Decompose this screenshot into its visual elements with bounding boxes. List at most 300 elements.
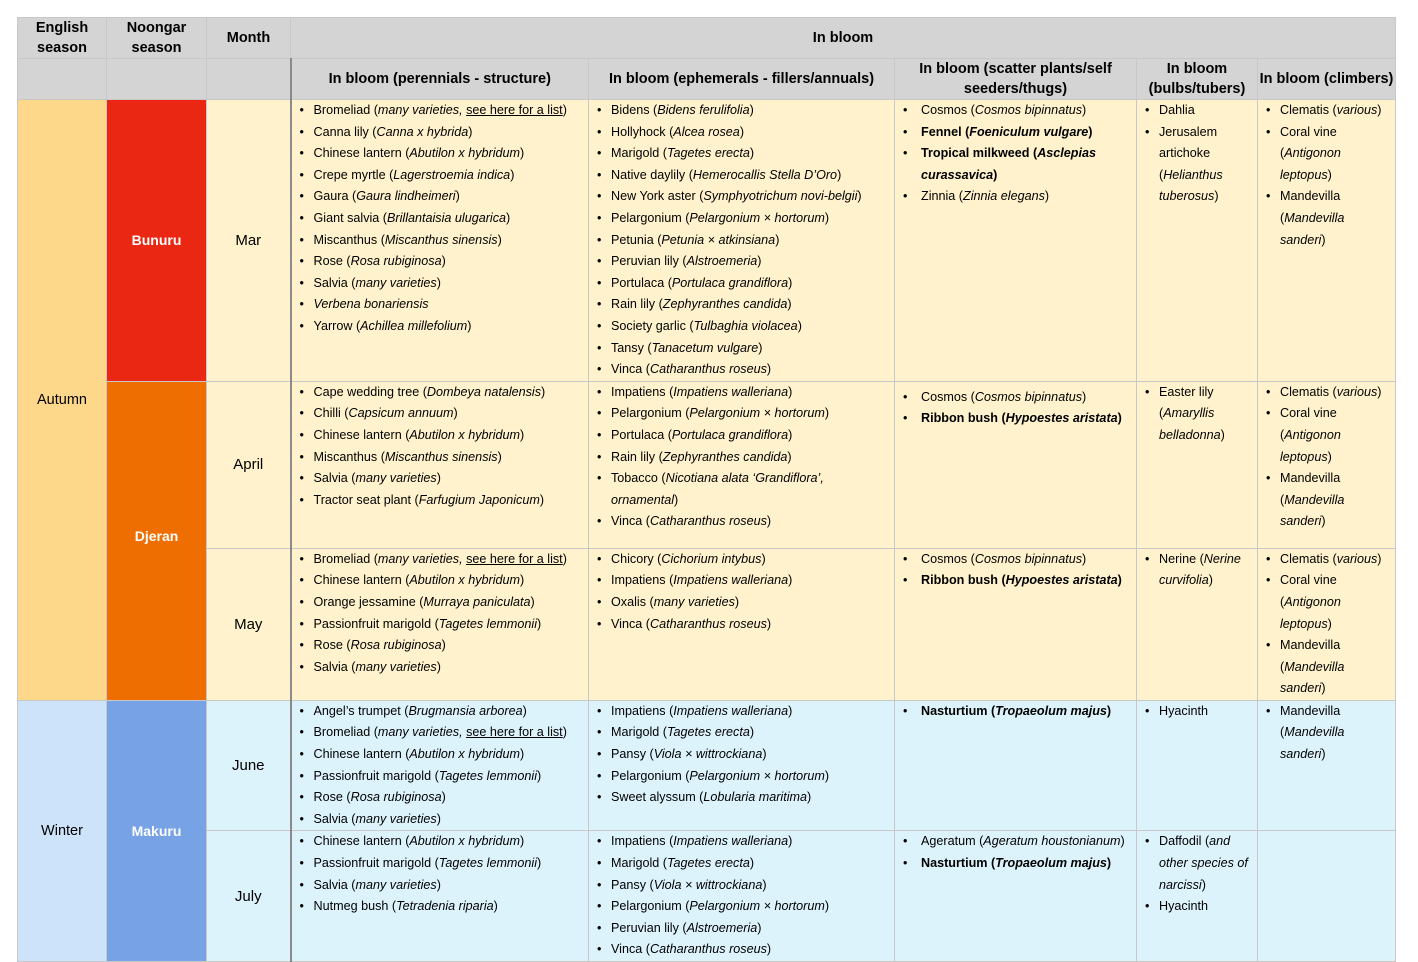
plant-botanical-name: Catharanthus roseus — [649, 942, 767, 957]
plant-common-name: Sweet alyssum ( — [611, 790, 704, 805]
plant-close-paren: ) — [436, 275, 441, 290]
plant-item — [1266, 100, 1391, 122]
plant-common-name: Vinca ( — [611, 942, 650, 957]
plant-close-paren: ) — [788, 703, 793, 718]
plant-common-name: Jerusalem artichoke ( — [1159, 124, 1218, 182]
plant-common-name: Coral vine ( — [1280, 124, 1337, 161]
plant-common-name: Pelargonium ( — [611, 406, 690, 421]
plant-item — [597, 570, 890, 592]
plant-botanical-name: Viola × wittrockiana — [653, 747, 763, 762]
plant-item — [300, 490, 585, 512]
plant-item — [300, 853, 585, 875]
plant-botanical-name: Impatiens walleriana — [673, 573, 789, 588]
plant-common-name: Canna lily ( — [313, 124, 377, 139]
plant-item — [1266, 570, 1391, 635]
list-april-perennials — [292, 382, 589, 512]
plant-common-name: Vinca ( — [611, 514, 650, 529]
plant-item — [597, 251, 890, 273]
plant-item — [300, 425, 585, 447]
plant-close-paren: ) — [993, 167, 998, 182]
list-july-perennials — [292, 831, 589, 917]
plant-botanical-name: Abutilon x hybridum — [409, 834, 521, 849]
plant-botanical-name: Gaura lindheimeri — [356, 189, 456, 204]
plant-common-name: Impatiens ( — [611, 384, 674, 399]
plant-common-name: Ribbon bush ( — [921, 411, 1006, 426]
list-may-perennials — [292, 549, 589, 679]
plant-close-paren: ) — [520, 747, 525, 762]
plant-botanical-name: Mandevilla sanderi — [1280, 492, 1345, 529]
plant-item — [597, 918, 890, 940]
plant-common-name: Coral vine ( — [1280, 573, 1337, 609]
plant-item — [597, 831, 890, 853]
plant-botanical-name: Rosa rubiginosa — [350, 790, 442, 805]
plant-common-name: Nasturtium ( — [921, 703, 996, 718]
header-bulbs: In bloom (bulbs/tubers) — [1137, 59, 1258, 100]
season-autumn: Autumn — [18, 100, 107, 701]
plant-close-paren: ) — [797, 318, 802, 333]
plant-botanical-name: Tulbaghia violacea — [693, 318, 798, 333]
plant-botanical-name: many varieties — [355, 471, 437, 486]
plant-item — [1266, 122, 1391, 187]
plant-botanical-name: Ageratum houstonianum — [983, 834, 1121, 849]
plant-botanical-name: Foeniculum vulgare — [969, 124, 1089, 139]
plant-item — [300, 744, 585, 766]
plant-botanical-name: many varieties, — [377, 725, 467, 740]
plant-close-paren: ) — [1082, 389, 1087, 404]
plant-close-paren: ) — [441, 638, 446, 653]
plant-item — [597, 766, 890, 788]
plant-common-name: Passionfruit marigold ( — [313, 616, 439, 631]
plant-close-paren: ) — [757, 920, 762, 935]
plant-botanical-name: Tagetes lemmonii — [438, 768, 538, 783]
list-may-scatter — [895, 549, 1136, 592]
plant-item — [597, 511, 890, 533]
plant-item — [1266, 403, 1391, 468]
plant-item — [597, 425, 890, 447]
plant-close-paren: ) — [1377, 384, 1382, 399]
plant-common-name: Portulaca ( — [611, 275, 672, 290]
plant-botanical-name: Catharanthus roseus — [649, 514, 767, 529]
plant-item — [903, 186, 1132, 208]
plant-common-name: Rain lily ( — [611, 449, 663, 464]
month-june: June — [207, 700, 291, 831]
plant-item — [1145, 701, 1253, 723]
plant-close-paren: ) — [788, 275, 793, 290]
plant-botanical-name: Mandevilla sanderi — [1280, 659, 1345, 696]
plant-item — [1266, 549, 1391, 571]
plant-common-name: Peruvian lily ( — [611, 920, 687, 935]
plant-common-name: Nutmeg bush ( — [313, 899, 397, 914]
plant-close-paren: ) — [453, 406, 458, 421]
plant-item — [597, 230, 890, 252]
plant-common-name: Hyacinth — [1159, 899, 1208, 914]
plant-common-name: Giant salvia ( — [313, 210, 387, 225]
plant-item — [300, 468, 585, 490]
plant-common-name: Gaura ( — [313, 189, 357, 204]
plant-item — [300, 787, 585, 809]
plant-close-paren: ) — [1117, 573, 1122, 588]
plant-common-name: Hollyhock ( — [611, 124, 674, 139]
plant-item — [1145, 382, 1253, 447]
plant-botanical-name: Impatiens walleriana — [673, 834, 789, 849]
plant-item — [300, 549, 585, 571]
plant-item — [300, 143, 585, 165]
plant-botanical-name: Tropaeolum majus — [995, 856, 1107, 871]
plant-item — [903, 100, 1132, 122]
month-may: May — [207, 548, 291, 700]
plant-common-name: Marigold ( — [611, 856, 667, 871]
list-mar-climbers — [1258, 100, 1395, 251]
plant-item — [1266, 701, 1391, 766]
plant-common-name: Petunia ( — [611, 232, 662, 247]
plant-close-paren: ) — [436, 659, 441, 674]
plant-botanical-name: Catharanthus roseus — [649, 362, 767, 377]
plant-close-paren: ) — [806, 790, 812, 805]
plant-common-name: Cape wedding tree ( — [313, 384, 427, 399]
list-mar-ephemerals — [589, 100, 894, 381]
plant-botanical-name: Abutilon x hybridum — [409, 573, 521, 588]
plant-item — [597, 316, 890, 338]
plant-common-name: Cosmos ( — [921, 551, 975, 566]
plant-item — [300, 273, 585, 295]
plant-botanical-name: Petunia × atkinsiana — [661, 232, 776, 247]
noongar-bununu: Bunuru — [107, 100, 207, 382]
plant-item — [1145, 549, 1253, 592]
header-in-bloom: In bloom — [291, 18, 1396, 59]
plant-common-name: Bidens ( — [611, 103, 658, 117]
plant-close-paren: ) — [762, 747, 767, 762]
plant-item — [597, 853, 890, 875]
plant-close-paren: ) — [749, 146, 755, 161]
plant-close-paren: ) — [506, 210, 511, 225]
plant-common-name: Vinca ( — [611, 362, 650, 377]
plant-common-name: Nasturtium ( — [921, 856, 996, 871]
plant-botanical-name: various — [1336, 384, 1378, 399]
bloom-calendar — [17, 17, 1396, 962]
plant-common-name: Rose ( — [313, 638, 351, 653]
plant-botanical-name: Hemerocallis Stella D’Oro — [692, 167, 838, 182]
plant-botanical-name: Lagerstroemia indica — [393, 167, 511, 182]
plant-close-paren: ) — [734, 594, 740, 609]
plant-close-paren: ) — [1321, 232, 1326, 247]
plant-item — [597, 143, 890, 165]
plant-botanical-name: Lobularia maritima — [703, 790, 807, 805]
row-april — [18, 381, 1396, 548]
plant-common-name: Bromeliad ( — [313, 103, 378, 117]
plant-item — [1266, 468, 1391, 533]
plant-item — [597, 614, 890, 636]
row-june — [18, 700, 1396, 831]
plant-item — [300, 722, 585, 744]
plant-common-name: Cosmos ( — [921, 103, 975, 117]
plant-botanical-name: Hypoestes aristata — [1005, 573, 1118, 588]
plant-close-paren: ) — [510, 167, 515, 182]
plant-botanical-name: and other species of narcissi — [1159, 834, 1248, 892]
plant-close-paren: ) — [1321, 514, 1326, 529]
plant-common-name: Tobacco ( — [611, 471, 666, 486]
plant-item — [597, 359, 890, 381]
plant-item — [300, 316, 585, 338]
plant-close-paren: ) — [436, 471, 441, 486]
plant-item — [300, 403, 585, 425]
plant-common-name: Passionfruit marigold ( — [313, 856, 439, 871]
plant-close-paren: ) — [1201, 877, 1206, 892]
plant-item — [300, 875, 585, 897]
plant-common-name: Chinese lantern ( — [313, 573, 410, 588]
plant-botanical-name: Abutilon x hybridum — [409, 427, 521, 442]
plant-botanical-name: Nerine curvifolia — [1159, 551, 1241, 588]
list-july-scatter — [895, 831, 1136, 874]
plant-item — [300, 766, 585, 788]
plant-item — [1266, 635, 1391, 700]
plant-botanical-name: Rosa rubiginosa — [350, 254, 442, 269]
plant-close-paren: ) — [1377, 103, 1382, 117]
plant-item — [300, 592, 585, 614]
plant-common-name: Orange jessamine ( — [313, 594, 424, 609]
plant-botanical-name: Viola × wittrockiana — [653, 877, 763, 892]
plant-botanical-name: Tetradenia riparia — [396, 899, 494, 914]
plant-botanical-name: many varieties, — [377, 103, 467, 117]
plant-item — [300, 614, 585, 636]
plant-close-paren: ) — [766, 616, 772, 631]
plant-common-name: Tropical milkweed ( — [921, 146, 1038, 161]
list-mar-bulbs — [1137, 100, 1257, 208]
plant-common-name: Miscanthus ( — [313, 232, 385, 247]
plant-common-name: Coral vine ( — [1280, 406, 1337, 442]
plant-close-paren: ) — [788, 573, 793, 588]
plant-close-paren: ) — [468, 124, 473, 139]
list-july-ephemerals — [589, 831, 894, 961]
plant-item — [597, 447, 890, 469]
plant-close-paren: ) — [541, 384, 546, 399]
plant-common-name: Rose ( — [313, 254, 351, 269]
plant-item — [597, 896, 890, 918]
plant-close-paren: ) — [1327, 449, 1332, 464]
plant-common-name: Clematis ( — [1280, 103, 1337, 117]
plant-close-paren: ) — [1327, 616, 1332, 631]
plant-item — [300, 294, 585, 316]
plant-close-paren: ) — [757, 254, 762, 269]
plant-botanical-name: Impatiens walleriana — [673, 703, 789, 718]
plant-item — [300, 701, 585, 723]
plant-item — [597, 787, 890, 809]
plant-close-paren: ) — [761, 551, 766, 566]
plant-common-name: Rain lily ( — [611, 297, 663, 312]
plant-botanical-name: Impatiens walleriana — [673, 384, 789, 399]
plant-botanical-name: Portulaca grandiflora — [671, 427, 789, 442]
plant-common-name: Mandevilla ( — [1280, 189, 1341, 225]
row-july — [18, 831, 1396, 962]
plant-botanical-name: Tropaeolum majus — [995, 703, 1107, 718]
plant-common-name: Clematis ( — [1280, 551, 1337, 566]
list-may-bulbs — [1137, 549, 1257, 592]
plant-botanical-name: Miscanthus sinensis — [384, 449, 498, 464]
month-mar: Mar — [207, 100, 291, 382]
plant-item — [903, 122, 1132, 144]
plant-item — [300, 100, 585, 122]
plant-botanical-name: Catharanthus roseus — [649, 616, 767, 631]
plant-close-paren: ) — [749, 725, 755, 740]
plant-botanical-name: Tanacetum vulgare — [651, 340, 759, 355]
list-april-bulbs — [1137, 382, 1257, 447]
plant-common-name: Crepe myrtle ( — [313, 167, 394, 182]
plant-item — [300, 165, 585, 187]
plant-botanical-name: Abutilon x hybridum — [409, 146, 521, 161]
plant-close-paren: ) — [1220, 427, 1225, 442]
plant-close-paren: ) — [788, 384, 793, 399]
plant-botanical-name: Alstroemeria — [686, 920, 758, 935]
plant-botanical-name: Tagetes lemmonii — [438, 856, 538, 871]
plant-botanical-name: various — [1336, 103, 1378, 117]
plant-item — [597, 722, 890, 744]
plant-common-name: Marigold ( — [611, 146, 667, 161]
plant-botanical-name: Tagetes lemmonii — [438, 616, 538, 631]
plant-botanical-name: Antigonon leptopus — [1280, 427, 1341, 464]
plant-common-name: Mandevilla ( — [1280, 703, 1341, 740]
plant-item — [597, 338, 890, 360]
plant-item — [597, 744, 890, 766]
see-list-link[interactable]: see here for a list — [466, 725, 563, 740]
see-list-link[interactable]: see here for a list — [466, 551, 563, 566]
plant-botanical-name: Hypoestes aristata — [1005, 411, 1118, 426]
plant-close-paren: ) — [824, 406, 830, 421]
plant-botanical-name: Pelargonium × hortorum — [689, 210, 825, 225]
plant-close-paren: ) — [1214, 189, 1219, 204]
plant-item — [597, 875, 890, 897]
row-may — [18, 548, 1396, 700]
plant-common-name: New York aster ( — [611, 189, 704, 204]
plant-close-paren: ) — [749, 856, 755, 871]
row-mar — [18, 100, 1396, 382]
plant-close-paren: ) — [441, 254, 446, 269]
plant-item — [597, 208, 890, 230]
plant-botanical-name: Verbena bonariensis — [313, 297, 429, 312]
plant-close-paren: ) — [520, 834, 525, 849]
plant-common-name: Hyacinth — [1159, 703, 1208, 718]
plant-item — [1145, 896, 1253, 918]
plant-item — [597, 701, 890, 723]
plant-item — [300, 186, 585, 208]
plant-item — [597, 165, 890, 187]
plant-common-name: Zinnia ( — [921, 189, 963, 204]
plant-botanical-name: Portulaca grandiflora — [671, 275, 789, 290]
plant-item — [1266, 186, 1391, 251]
plant-botanical-name: Tagetes erecta — [667, 146, 750, 161]
plant-item — [903, 143, 1132, 186]
plant-common-name: Bromeliad ( — [313, 725, 378, 740]
plant-botanical-name: Abutilon x hybridum — [409, 747, 521, 762]
list-july-bulbs — [1137, 831, 1257, 917]
list-june-bulbs — [1137, 701, 1257, 723]
plant-close-paren: ) — [766, 362, 772, 377]
plant-item — [1266, 382, 1391, 404]
plant-common-name: Chinese lantern ( — [313, 427, 410, 442]
plant-botanical-name: Amaryllis belladonna — [1159, 406, 1221, 442]
plant-item — [597, 186, 890, 208]
plant-botanical-name: Murraya paniculata — [423, 594, 531, 609]
plant-close-paren: ) — [1082, 551, 1087, 566]
bloom-table — [17, 17, 1396, 962]
plant-close-paren: ) — [441, 790, 446, 805]
plant-botanical-name: Rosa rubiginosa — [350, 638, 442, 653]
plant-botanical-name: Zinnia elegans — [963, 189, 1045, 204]
plant-common-name: Society garlic ( — [611, 318, 694, 333]
plant-botanical-name: various — [1336, 551, 1378, 566]
plant-common-name: Clematis ( — [1280, 384, 1337, 399]
plant-botanical-name: Achillea millefolium — [360, 318, 468, 333]
plant-item — [300, 831, 585, 853]
plant-close-paren: ) — [1321, 681, 1326, 696]
plant-common-name: Chinese lantern ( — [313, 834, 410, 849]
season-winter: Winter — [18, 700, 107, 961]
plant-common-name: Cosmos ( — [921, 389, 975, 404]
plant-botanical-name: Tagetes erecta — [667, 856, 750, 871]
plant-item — [597, 592, 890, 614]
plant-common-name: Pelargonium ( — [611, 768, 690, 783]
plant-common-name: Tractor seat plant ( — [313, 492, 419, 507]
see-list-link[interactable]: see here for a list — [466, 103, 563, 117]
list-june-scatter — [895, 701, 1136, 723]
plant-close-paren: ) — [788, 427, 793, 442]
plant-close-paren: ) — [455, 189, 460, 204]
plant-botanical-name: Alstroemeria — [686, 254, 758, 269]
header-month: Month — [207, 18, 291, 59]
plant-common-name: Dahlia — [1159, 103, 1195, 117]
plant-item — [300, 251, 585, 273]
plant-close-paren: ) — [467, 318, 472, 333]
plant-botanical-name: many varieties — [355, 877, 437, 892]
plant-botanical-name: Pelargonium × hortorum — [689, 768, 825, 783]
header-row-1 — [18, 18, 1396, 59]
list-april-ephemerals — [589, 382, 894, 533]
plant-common-name: Impatiens ( — [611, 834, 674, 849]
plant-close-paren: ) — [674, 492, 679, 507]
plant-common-name: Salvia ( — [313, 659, 356, 674]
plant-common-name: Angel’s trumpet ( — [313, 703, 409, 718]
plant-botanical-name: Farfugium Japonicum — [418, 492, 540, 507]
plant-item — [903, 387, 1132, 409]
plant-item — [300, 208, 585, 230]
plant-close-paren: ) — [537, 856, 542, 871]
plant-close-paren: ) — [1377, 551, 1382, 566]
plant-common-name: Mandevilla ( — [1280, 471, 1341, 507]
list-april-scatter — [895, 387, 1136, 430]
plant-close-paren: ) — [1321, 747, 1326, 762]
plant-item — [903, 570, 1132, 592]
plant-common-name: Salvia ( — [313, 811, 356, 826]
plant-item — [300, 896, 585, 918]
plant-item — [903, 831, 1132, 853]
plant-item — [597, 122, 890, 144]
plant-close-paren: ) — [857, 189, 862, 204]
plant-item — [300, 447, 585, 469]
plant-item — [903, 853, 1132, 875]
plant-common-name: Salvia ( — [313, 275, 356, 290]
plant-botanical-name: many varieties — [355, 659, 437, 674]
plant-botanical-name: Symphyotrichum novi-belgii — [703, 189, 858, 204]
plant-close-paren: ) — [537, 616, 542, 631]
header-ephemerals: In bloom (ephemerals - fillers/annuals) — [589, 59, 895, 100]
plant-close-paren: ) — [766, 942, 772, 957]
plant-common-name: Bromeliad ( — [313, 551, 378, 566]
plant-item — [300, 122, 585, 144]
plant-botanical-name: Helianthus tuberosus — [1159, 167, 1223, 204]
plant-close-paren: ) — [824, 899, 830, 914]
plant-close-paren: ) — [539, 492, 545, 507]
plant-common-name: Peruvian lily ( — [611, 254, 687, 269]
plant-common-name: Salvia ( — [313, 471, 356, 486]
plant-item — [597, 382, 890, 404]
